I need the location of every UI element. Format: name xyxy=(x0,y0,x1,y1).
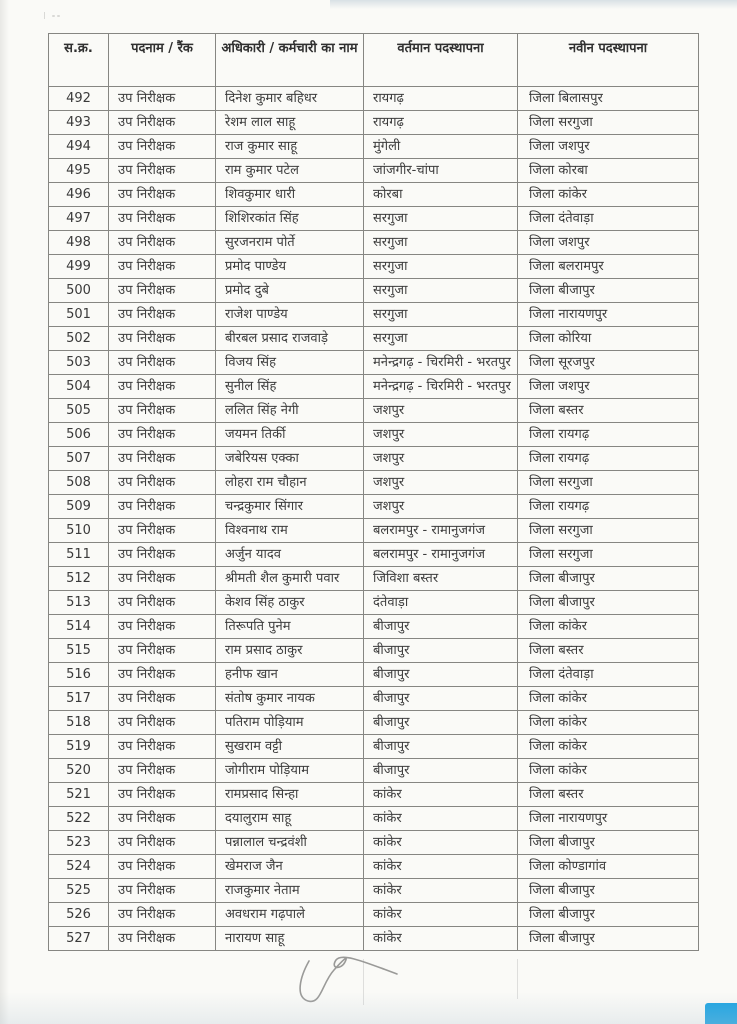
cell-current-posting: कांकेर xyxy=(364,831,518,855)
cell-serial: 511 xyxy=(49,543,109,567)
cell-new-posting: जिला कोरबा xyxy=(518,159,699,183)
cell-new-posting: जिला जशपुर xyxy=(518,135,699,159)
cell-current-posting: मनेन्द्रगढ़ - चिरमिरी - भरतपुर xyxy=(364,375,518,399)
cell-current-posting: जशपुर xyxy=(364,495,518,519)
table-row xyxy=(49,111,699,135)
table-row xyxy=(49,567,699,591)
cell-new-posting: जिला नारायणपुर xyxy=(518,303,699,327)
table-row xyxy=(49,447,699,471)
cell-serial: 514 xyxy=(49,615,109,639)
table-row xyxy=(49,759,699,783)
cell-new-posting: जिला कांकेर xyxy=(518,183,699,207)
table-row xyxy=(49,423,699,447)
cell-serial: 519 xyxy=(49,735,109,759)
cell-serial: 505 xyxy=(49,399,109,423)
cell-current-posting: बीजापुर xyxy=(364,711,518,735)
cell-name: केशव सिंह ठाकुर xyxy=(216,591,364,615)
cell-new-posting: जिला सरगुजा xyxy=(518,111,699,135)
cell-rank: उप निरीक्षक xyxy=(109,423,216,447)
cell-serial: 494 xyxy=(49,135,109,159)
cell-serial: 509 xyxy=(49,495,109,519)
cell-current-posting: कांकेर xyxy=(364,855,518,879)
header-new-posting: नवीन पदस्थापना xyxy=(518,34,699,87)
cell-current-posting: बीजापुर xyxy=(364,615,518,639)
table-row xyxy=(49,231,699,255)
scan-edge-tint-top xyxy=(330,0,737,9)
cell-rank: उप निरीक्षक xyxy=(109,663,216,687)
cell-rank: उप निरीक्षक xyxy=(109,927,216,951)
cell-serial: 502 xyxy=(49,327,109,351)
cell-rank: उप निरीक्षक xyxy=(109,879,216,903)
table-header xyxy=(49,34,699,87)
cell-rank: उप निरीक्षक xyxy=(109,399,216,423)
cell-name: प्रमोद पाण्डेय xyxy=(216,255,364,279)
header-row xyxy=(49,34,699,87)
cell-serial: 497 xyxy=(49,207,109,231)
cell-rank: उप निरीक्षक xyxy=(109,591,216,615)
cell-serial: 492 xyxy=(49,87,109,111)
cell-name: पतिराम पोड़ियाम xyxy=(216,711,364,735)
cell-name: शिवकुमार धारी xyxy=(216,183,364,207)
cell-serial: 513 xyxy=(49,591,109,615)
cell-rank: उप निरीक्षक xyxy=(109,735,216,759)
cell-serial: 507 xyxy=(49,447,109,471)
cell-rank: उप निरीक्षक xyxy=(109,495,216,519)
header-current-posting: वर्तमान पदस्थापना xyxy=(364,34,518,87)
cell-rank: उप निरीक्षक xyxy=(109,135,216,159)
scan-edge-tint-bottom xyxy=(0,992,737,1024)
cell-rank: उप निरीक्षक xyxy=(109,303,216,327)
cell-new-posting: जिला कोरिया xyxy=(518,327,699,351)
cell-current-posting: सरगुजा xyxy=(364,255,518,279)
table-row xyxy=(49,399,699,423)
cell-rank: उप निरीक्षक xyxy=(109,687,216,711)
cell-current-posting: सरगुजा xyxy=(364,303,518,327)
cell-new-posting: जिला कांकेर xyxy=(518,759,699,783)
cell-current-posting: जशपुर xyxy=(364,447,518,471)
cell-name: संतोष कुमार नायक xyxy=(216,687,364,711)
table-row xyxy=(49,327,699,351)
cell-current-posting: रायगढ़ xyxy=(364,111,518,135)
cell-serial: 522 xyxy=(49,807,109,831)
cell-serial: 526 xyxy=(49,903,109,927)
cell-serial: 515 xyxy=(49,639,109,663)
cell-current-posting: कांकेर xyxy=(364,879,518,903)
cell-rank: उप निरीक्षक xyxy=(109,759,216,783)
cell-current-posting: कांकेर xyxy=(364,903,518,927)
table-row xyxy=(49,255,699,279)
cell-name: राम प्रसाद ठाकुर xyxy=(216,639,364,663)
cell-new-posting: जिला जशपुर xyxy=(518,231,699,255)
cell-serial: 508 xyxy=(49,471,109,495)
table-row xyxy=(49,615,699,639)
cell-new-posting: जिला रायगढ़ xyxy=(518,423,699,447)
cell-new-posting: जिला बस्तर xyxy=(518,399,699,423)
table-body xyxy=(49,87,699,951)
table-row xyxy=(49,591,699,615)
cell-new-posting: जिला बलरामपुर xyxy=(518,255,699,279)
cell-name: राम कुमार पटेल xyxy=(216,159,364,183)
cell-new-posting: जिला दंतेवाड़ा xyxy=(518,207,699,231)
table-row xyxy=(49,735,699,759)
cell-serial: 503 xyxy=(49,351,109,375)
cell-serial: 521 xyxy=(49,783,109,807)
cell-new-posting: जिला नारायणपुर xyxy=(518,807,699,831)
cell-current-posting: जशपुर xyxy=(364,399,518,423)
cell-rank: उप निरीक्षक xyxy=(109,231,216,255)
cell-current-posting: बीजापुर xyxy=(364,687,518,711)
cell-serial: 501 xyxy=(49,303,109,327)
header-serial: स.क्र. xyxy=(49,34,109,87)
cell-current-posting: सरगुजा xyxy=(364,207,518,231)
cell-name: राजेश पाण्डेय xyxy=(216,303,364,327)
cell-name: श्रीमती शैल कुमारी पवार xyxy=(216,567,364,591)
table-row xyxy=(49,159,699,183)
cell-serial: 499 xyxy=(49,255,109,279)
cell-name: चन्द्रकुमार सिंगार xyxy=(216,495,364,519)
cell-name: राज कुमार साहू xyxy=(216,135,364,159)
table-row xyxy=(49,207,699,231)
table-row xyxy=(49,711,699,735)
cell-serial: 510 xyxy=(49,519,109,543)
table-row xyxy=(49,855,699,879)
table-row xyxy=(49,495,699,519)
cell-new-posting: जिला बस्तर xyxy=(518,783,699,807)
cell-serial: 516 xyxy=(49,663,109,687)
cell-serial: 506 xyxy=(49,423,109,447)
cell-new-posting: जिला कोण्डागांव xyxy=(518,855,699,879)
cell-serial: 518 xyxy=(49,711,109,735)
cell-current-posting: कांकेर xyxy=(364,807,518,831)
header-name: अधिकारी / कर्मचारी का नाम xyxy=(216,34,364,87)
table-row xyxy=(49,687,699,711)
cell-new-posting: जिला बीजापुर xyxy=(518,279,699,303)
cell-rank: उप निरीक्षक xyxy=(109,471,216,495)
cell-name: पन्नालाल चन्द्रवंशी xyxy=(216,831,364,855)
cell-name: दयालुराम साहू xyxy=(216,807,364,831)
cell-name: राजकुमार नेताम xyxy=(216,879,364,903)
table-row xyxy=(49,303,699,327)
table-row xyxy=(49,375,699,399)
cell-name: खेमराज जैन xyxy=(216,855,364,879)
cell-new-posting: जिला कांकेर xyxy=(518,615,699,639)
cell-new-posting: जिला बीजापुर xyxy=(518,903,699,927)
cell-serial: 500 xyxy=(49,279,109,303)
cell-current-posting: सरगुजा xyxy=(364,231,518,255)
cell-rank: उप निरीक्षक xyxy=(109,615,216,639)
cell-serial: 496 xyxy=(49,183,109,207)
cell-name: शिशिरकांत सिंह xyxy=(216,207,364,231)
cell-current-posting: मनेन्द्रगढ़ - चिरमिरी - भरतपुर xyxy=(364,351,518,375)
cell-new-posting: जिला बस्तर xyxy=(518,639,699,663)
cell-serial: 493 xyxy=(49,111,109,135)
cell-new-posting: जिला रायगढ़ xyxy=(518,495,699,519)
cell-rank: उप निरीक्षक xyxy=(109,159,216,183)
table-row xyxy=(49,663,699,687)
pencil-mark xyxy=(44,12,74,20)
cell-name: सुखराम वट्टी xyxy=(216,735,364,759)
cell-new-posting: जिला बीजापुर xyxy=(518,567,699,591)
cell-name: सुनील सिंह xyxy=(216,375,364,399)
cell-new-posting: जिला बीजापुर xyxy=(518,831,699,855)
cell-new-posting: जिला कांकेर xyxy=(518,735,699,759)
cell-new-posting: जिला कांकेर xyxy=(518,711,699,735)
cell-rank: उप निरीक्षक xyxy=(109,375,216,399)
cell-current-posting: सरगुजा xyxy=(364,279,518,303)
cell-new-posting: जिला सरगुजा xyxy=(518,543,699,567)
table-row xyxy=(49,543,699,567)
cell-current-posting: जांजगीर-चांपा xyxy=(364,159,518,183)
cell-serial: 504 xyxy=(49,375,109,399)
cell-current-posting: कोरबा xyxy=(364,183,518,207)
cell-serial: 523 xyxy=(49,831,109,855)
table-row xyxy=(49,519,699,543)
cell-current-posting: बीजापुर xyxy=(364,639,518,663)
cell-name: सुरजनराम पोर्ते xyxy=(216,231,364,255)
cell-name: जयमन तिर्की xyxy=(216,423,364,447)
cell-current-posting: बीजापुर xyxy=(364,663,518,687)
cell-current-posting: जशपुर xyxy=(364,471,518,495)
cell-rank: उप निरीक्षक xyxy=(109,87,216,111)
cell-new-posting: जिला बीजापुर xyxy=(518,591,699,615)
cell-new-posting: जिला जशपुर xyxy=(518,375,699,399)
cell-serial: 517 xyxy=(49,687,109,711)
cell-name: ललित सिंह नेगी xyxy=(216,399,364,423)
cell-new-posting: जिला बीजापुर xyxy=(518,879,699,903)
cell-current-posting: दंतेवाड़ा xyxy=(364,591,518,615)
table-row xyxy=(49,639,699,663)
cell-serial: 520 xyxy=(49,759,109,783)
cell-name: दिनेश कुमार बहिधर xyxy=(216,87,364,111)
cell-current-posting: बीजापुर xyxy=(364,735,518,759)
table-row xyxy=(49,807,699,831)
cell-name: रेशम लाल साहू xyxy=(216,111,364,135)
cell-rank: उप निरीक्षक xyxy=(109,543,216,567)
cell-rank: उप निरीक्षक xyxy=(109,783,216,807)
cell-serial: 525 xyxy=(49,879,109,903)
table-row xyxy=(49,879,699,903)
transfer-posting-table xyxy=(48,33,699,951)
cell-rank: उप निरीक्षक xyxy=(109,351,216,375)
cell-current-posting: जिविशा बस्तर xyxy=(364,567,518,591)
cell-new-posting: जिला सूरजपुर xyxy=(518,351,699,375)
table-row xyxy=(49,903,699,927)
cell-name: प्रमोद दुबे xyxy=(216,279,364,303)
cell-serial: 512 xyxy=(49,567,109,591)
cell-rank: उप निरीक्षक xyxy=(109,903,216,927)
table-row xyxy=(49,183,699,207)
cell-current-posting: बीजापुर xyxy=(364,759,518,783)
cell-rank: उप निरीक्षक xyxy=(109,807,216,831)
table-row xyxy=(49,471,699,495)
cell-rank: उप निरीक्षक xyxy=(109,639,216,663)
cell-name: रामप्रसाद सिन्हा xyxy=(216,783,364,807)
cell-name: विश्वनाथ राम xyxy=(216,519,364,543)
cell-current-posting: कांकेर xyxy=(364,783,518,807)
table-row xyxy=(49,279,699,303)
table-row xyxy=(49,351,699,375)
cell-new-posting: जिला बिलासपुर xyxy=(518,87,699,111)
cell-serial: 498 xyxy=(49,231,109,255)
cell-name: विजय सिंह xyxy=(216,351,364,375)
cell-new-posting: जिला दंतेवाड़ा xyxy=(518,663,699,687)
cell-name: अर्जुन यादव xyxy=(216,543,364,567)
header-rank: पदनाम / रैंक xyxy=(109,34,216,87)
cell-rank: उप निरीक्षक xyxy=(109,567,216,591)
cell-serial: 527 xyxy=(49,927,109,951)
cell-name: अवधराम गढ़पाले xyxy=(216,903,364,927)
cell-current-posting: जशपुर xyxy=(364,423,518,447)
cell-new-posting: जिला बीजापुर xyxy=(518,927,699,951)
cell-new-posting: जिला रायगढ़ xyxy=(518,447,699,471)
cell-rank: उप निरीक्षक xyxy=(109,447,216,471)
cell-current-posting: कांकेर xyxy=(364,927,518,951)
scan-edge-tint-left xyxy=(0,0,9,1024)
cell-serial: 524 xyxy=(49,855,109,879)
cell-name: लोहरा राम चौहान xyxy=(216,471,364,495)
cell-name: हनीफ खान xyxy=(216,663,364,687)
cell-name: बीरबल प्रसाद राजवाड़े xyxy=(216,327,364,351)
cell-rank: उप निरीक्षक xyxy=(109,327,216,351)
cell-current-posting: बलरामपुर - रामानुजगंज xyxy=(364,543,518,567)
cell-rank: उप निरीक्षक xyxy=(109,279,216,303)
cell-rank: उप निरीक्षक xyxy=(109,711,216,735)
cell-current-posting: बलरामपुर - रामानुजगंज xyxy=(364,519,518,543)
cell-name: नारायण साहू xyxy=(216,927,364,951)
cell-new-posting: जिला सरगुजा xyxy=(518,519,699,543)
cell-rank: उप निरीक्षक xyxy=(109,111,216,135)
table-row xyxy=(49,783,699,807)
cell-rank: उप निरीक्षक xyxy=(109,183,216,207)
cell-rank: उप निरीक्षक xyxy=(109,831,216,855)
table-row xyxy=(49,87,699,111)
cell-current-posting: सरगुजा xyxy=(364,327,518,351)
table-row xyxy=(49,135,699,159)
table-row xyxy=(49,831,699,855)
cell-name: जबेरियस एक्का xyxy=(216,447,364,471)
cell-rank: उप निरीक्षक xyxy=(109,855,216,879)
cell-rank: उप निरीक्षक xyxy=(109,207,216,231)
cell-current-posting: मुंगेली xyxy=(364,135,518,159)
cell-current-posting: रायगढ़ xyxy=(364,87,518,111)
cell-name: जोगीराम पोड़ियाम xyxy=(216,759,364,783)
cell-name: तिरूपति पुनेम xyxy=(216,615,364,639)
cell-rank: उप निरीक्षक xyxy=(109,255,216,279)
cell-rank: उप निरीक्षक xyxy=(109,519,216,543)
cell-serial: 495 xyxy=(49,159,109,183)
cell-new-posting: जिला कांकेर xyxy=(518,687,699,711)
cell-new-posting: जिला सरगुजा xyxy=(518,471,699,495)
